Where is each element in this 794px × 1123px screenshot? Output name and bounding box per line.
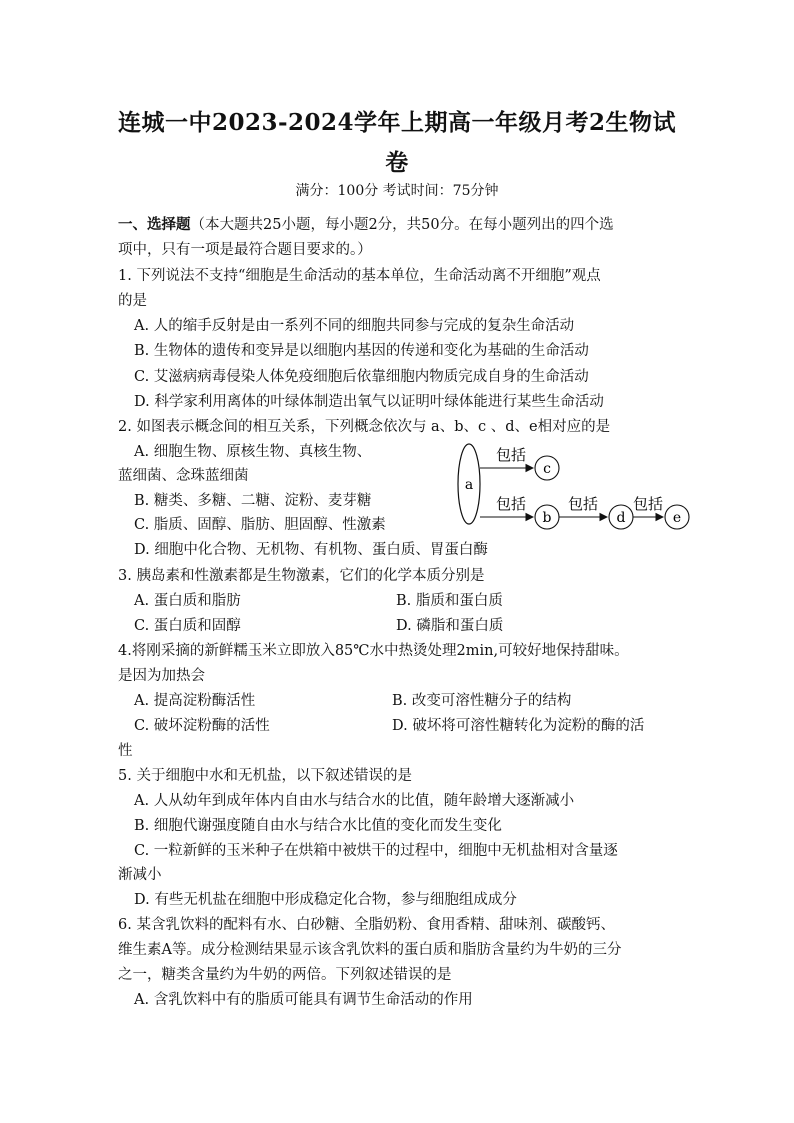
section-intro-a: （本大题共25小题，每小题2分，共50分。在每小题列出的四个选 — [190, 217, 614, 233]
q6-stem-line-1: 6. 某含乳饮料的配料有水、白砂糖、全脂奶粉、食用香精、甜味剂、碳酸钙、 — [118, 917, 615, 933]
q2-option-d: D. 细胞中化合物、无机物、有机物、蛋白质、胃蛋白酶 — [134, 542, 488, 558]
exam-subtitle: 满分：100分 考试时间：75分钟 — [295, 183, 499, 199]
section-intro-line-1 — [118, 218, 614, 233]
q4-option-c: C. 破坏淀粉酶的活性 — [134, 718, 270, 734]
node-a-label: a — [464, 477, 474, 493]
edge-a-to-c-label: 包括 — [495, 446, 527, 464]
q2-stem: 2. 如图表示概念间的相互关系，下列概念依次与 a、b、c 、d、e相对应的是 — [118, 419, 611, 435]
q3-option-b: B. 脂质和蛋白质 — [396, 593, 503, 609]
q1-option-c: C. 艾滋病病毒侵染人体免疫细胞后依靠细胞内物质完成自身的生命活动 — [134, 369, 589, 385]
q3-stem: 3. 胰岛素和性激素都是生物激素，它们的化学本质分别是 — [118, 568, 485, 584]
q2-option-c: C. 脂质、固醇、脂肪、胆固醇、性激素 — [134, 517, 386, 533]
q5-option-d: D. 有些无机盐在细胞中形成稳定化合物，参与细胞组成成分 — [134, 892, 517, 908]
section-intro-line-2: 项中，只有一项是最符合题目要求的。） — [118, 242, 372, 258]
q6-stem-line-2: 维生素A等。成分检测结果显示该含乳饮料的蛋白质和脂肪含量约为牛奶的三分 — [118, 942, 622, 958]
node-b-label: b — [542, 510, 552, 526]
q6-stem-line-3: 之一，糖类含量约为牛奶的两倍。下列叙述错误的是 — [118, 967, 452, 983]
edge-a-to-b-label: 包括 — [495, 495, 527, 513]
q5-option-b: B. 细胞代谢强度随自由水与结合水比值的变化而发生变化 — [134, 818, 502, 834]
q1-option-a: A. 人的缩手反射是由一系列不同的细胞共同参与完成的复杂生命活动 — [134, 318, 575, 334]
q4-stem-line-2: 是因为加热会 — [118, 668, 205, 684]
exam-title-line-1: 连城一中2023-2024学年上期高一年级月考2生物试 — [117, 109, 677, 136]
edge-d-to-e-label: 包括 — [632, 495, 664, 513]
q1-stem-line-2: 的是 — [118, 293, 147, 309]
q4-option-b: B. 改变可溶性糖分子的结构 — [392, 693, 572, 709]
concept-relationship-diagram — [455, 440, 700, 535]
q2-option-a-line-2: 蓝细菌、念珠蓝细菌 — [118, 468, 249, 484]
q5-option-c-line-2: 渐减小 — [118, 867, 162, 883]
q4-option-a: A. 提高淀粉酶活性 — [134, 693, 256, 709]
q3-option-d: D. 磷脂和蛋白质 — [396, 618, 504, 634]
q4-option-d-line-2: 性 — [118, 743, 133, 759]
section-label: 一、选择题 — [118, 216, 191, 233]
q1-stem-line-1: 1. 下列说法不支持“细胞是生命活动的基本单位，生命活动离不开细胞”观点 — [118, 268, 601, 284]
q3-option-c: C. 蛋白质和固醇 — [134, 618, 241, 634]
node-d-label: d — [616, 510, 626, 526]
node-c-label: c — [543, 461, 551, 477]
q4-stem-line-1: 4.将刚采摘的新鲜糯玉米立即放入85℃水中热烫处理2min,可较好地保持甜味。 — [118, 643, 629, 659]
q1-option-d: D. 科学家利用离体的叶绿体制造出氧气以证明叶绿体能进行某些生命活动 — [134, 394, 604, 410]
q6-option-a: A. 含乳饮料中有的脂质可能具有调节生命活动的作用 — [134, 992, 473, 1008]
q1-option-b: B. 生物体的遗传和变异是以细胞内基因的传递和变化为基础的生命活动 — [134, 343, 589, 359]
node-e-label: e — [672, 510, 682, 526]
edge-b-to-d-label: 包括 — [567, 495, 599, 513]
q5-option-a: A. 人从幼年到成年体内自由水与结合水的比值，随年龄增大逐渐减小 — [134, 793, 575, 809]
exam-title-line-2: 卷 — [385, 149, 409, 176]
q2-option-a-line-1: A. 细胞生物、原核生物、真核生物、 — [134, 444, 372, 460]
q2-option-b: B. 糖类、多糖、二糖、淀粉、麦芽糖 — [134, 493, 372, 509]
q5-option-c-line-1: C. 一粒新鲜的玉米种子在烘箱中被烘干的过程中，细胞中无机盐相对含量逐 — [134, 843, 618, 859]
q5-stem: 5. 关于细胞中水和无机盐，以下叙述错误的是 — [118, 768, 412, 784]
q3-option-a: A. 蛋白质和脂肪 — [134, 593, 241, 609]
q4-option-d-line-1: D. 破坏将可溶性糖转化为淀粉的酶的活 — [392, 718, 645, 734]
